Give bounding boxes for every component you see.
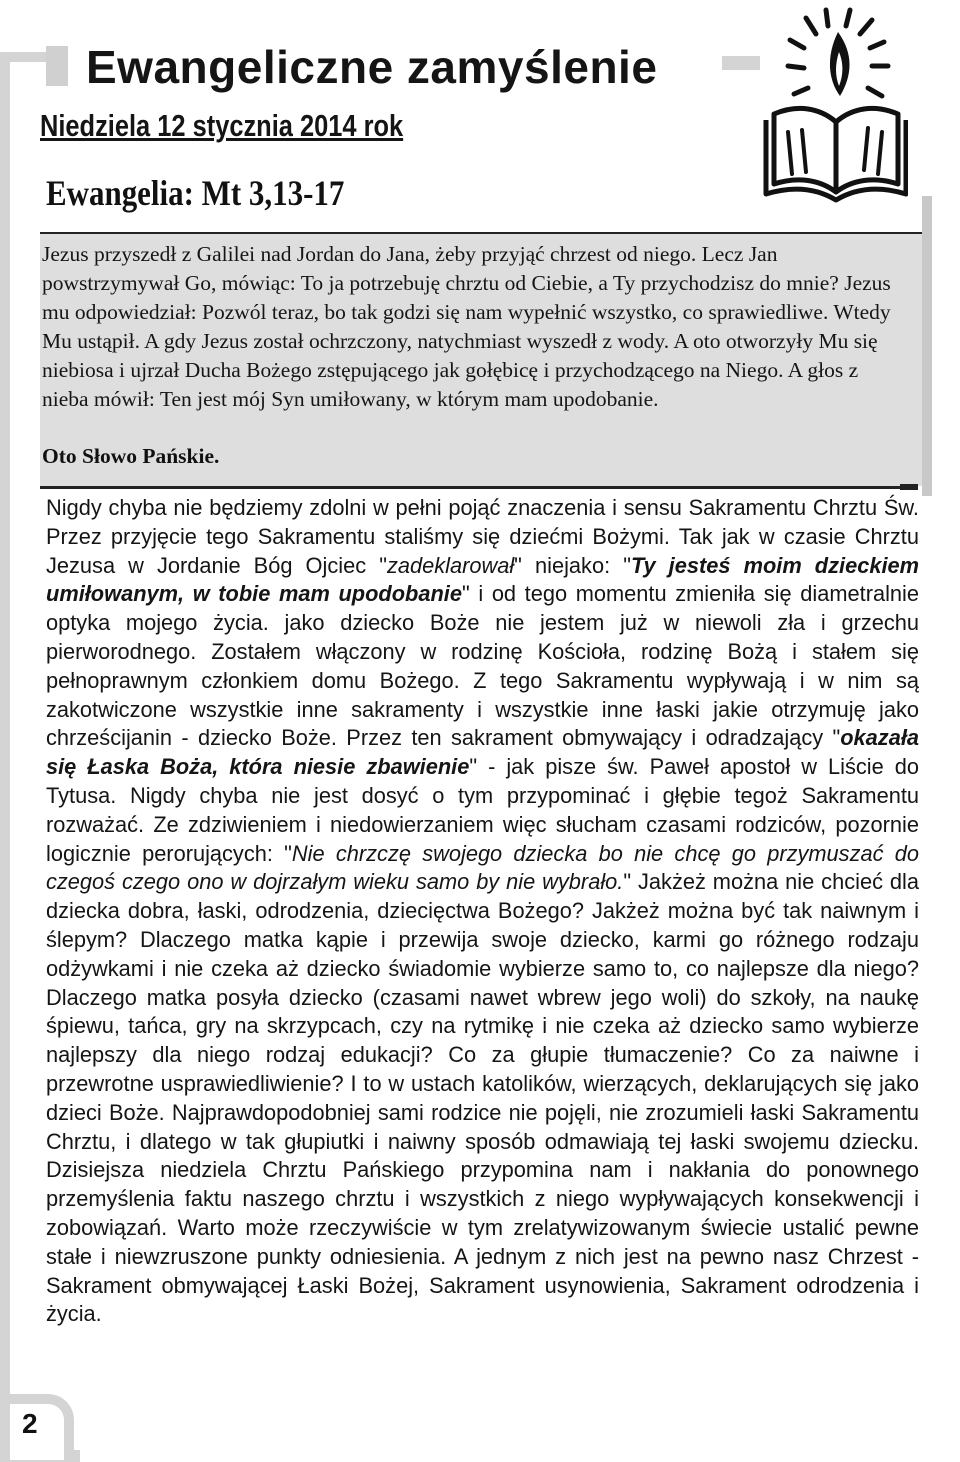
- candle-book-icon: [758, 4, 908, 204]
- gospel-closing: Oto Słowo Pańskie.: [42, 444, 220, 468]
- sunday-date: Niedziela 12 stycznia 2014 rok: [40, 108, 404, 143]
- page-frame-top-right: [722, 56, 760, 70]
- page-title: Ewangeliczne zamyślenie: [86, 41, 658, 93]
- gospel-divider-bottom: [40, 486, 918, 489]
- page-number: 2: [22, 1408, 38, 1439]
- reflection-text: Nigdy chyba nie będziemy zdolni w pełni pojąć znaczenia i sensu Sakramentu Chrztu Św. Przez przyjęcie tego Sakramentu staliśmy się dziećmi Bożymi. Tak jak w czasie Chrztu Jezusa w Jordanie Bóg Ojciec "zadeklarował" niejako: "Ty jesteś moim dzieckiem umiłowanym, w tobie mam upodobanie" i od tego momentu zmieniła się diametralnie optyka mojego życia. jako dziecko Boże nie jestem już w niewoli zła i grzechu pierworodnego. Zostałem włączony w rodzinę Kościoła, rodzinę Bożą i stałem się pełnoprawnym członkiem domu Bożego. Z tego Sakramentu wypływają i w nim są zakotwiczone wszystkie inne sakramenty i wszystkie inne łaski jakie otrzymuję jako chrześcijanin - dziecko Boże. Przez ten sakrament obmywający i odradzający "okazała się Łaska Boża, która niesie zbawienie" - jak pisze św. Paweł apostoł w Liście do Tytusa. Nigdy chyba nie jest dosyć o tym przypominać i głębie tegoż Sakramentu rozważać. Ze zdziwieniem i niedowierzaniem więc słucham czasami rodziców, pozornie logicznie perorujących: "Nie chrzczę swojego dziecka bo nie chcę go przymuszać do czegoś czego ono w dojrzałym wieku samo by nie wybrało." Jakżeż można nie chcieć dla dziecka dobra, łaski, odrodzenia, dziecięctwa Bożego? Jakżeż można być tak naiwnym i ślepym? Dlaczego matka kąpie i przewija swoje dziecko, karmi go różnego rodzaju odżywkami i nie czeka aż dziecko świadomie wybierze samo to, co najlepsze dla niego? Dlaczego matka posyła dziecko (czasami nawet wbrew jego woli) do szkoły, na naukę śpiewu, tańca, gry na skrzypcach, czy na rytmikę i nie czeka aż dziecko samo wybierze najlepszy dla niego rodzaj edukacji? Co za głupie tłumaczenie? Co za naiwne i przewrotne usprawiedliwienie? I to w ustach katolików, wierzących, deklarujących się jako dzieci Boże. Najprawdopodobniej sami rodzice nie pojęli, nie zrozumieli łaski Sakramentu Chrztu, i dlatego w tak głupiutki i naiwny sposób odmawiają tej łaski swojemu dziecku. Dzisiejsza niedziela Chrztu Pańskiego przypomina nam i nakłania do ponownego przemyślenia faktu naszego chrztu i wszystkich z niego wypływających konsekwencji i zobowiązań. Warto może rzeczywiście w tym zrelatywizowanym świecie ustalić pewne stałe i niewzruszone punkty odniesienia. A jednym z nich jest na pewno nasz Chrzest - Sakrament obmywającej Łaski Bożej, Sakrament usynowienia, Sakrament odrodzenia i życia.: [46, 495, 920, 1327]
- page-frame-corner-block: [46, 46, 68, 86]
- gospel-reference: Ewangelia: Mt 3,13-17: [46, 173, 345, 213]
- page-frame-right: [922, 196, 932, 496]
- page-number-box: [10, 1394, 74, 1460]
- gospel-text: Jezus przyszedł z Galilei nad Jordan do Jana, żeby przyjąć chrzest od niego. Lecz Jan powstrzymywał Go, mówiąc: To ja potrzebuję chrztu od Ciebie, a Ty przychodzisz do mnie? Jezus mu odpowiedział: Pozwól teraz, bo tak godzi się nam wypełnić wszystko, co sprawiedliwe. Wtedy Mu ustąpił. A gdy Jezus został ochrzczony, natychmiast wyszedł z wody. A oto otworzyły Mu się niebiosa i ujrzał Ducha Bożego zstępującego jak gołębicę i przychodzącego na Niego. A głos z nieba mówił: Ten jest mój Syn umiłowany, w którym mam upodobanie.: [42, 242, 891, 411]
- page-frame-left: [0, 52, 10, 1462]
- divider-end-mark: [900, 484, 918, 490]
